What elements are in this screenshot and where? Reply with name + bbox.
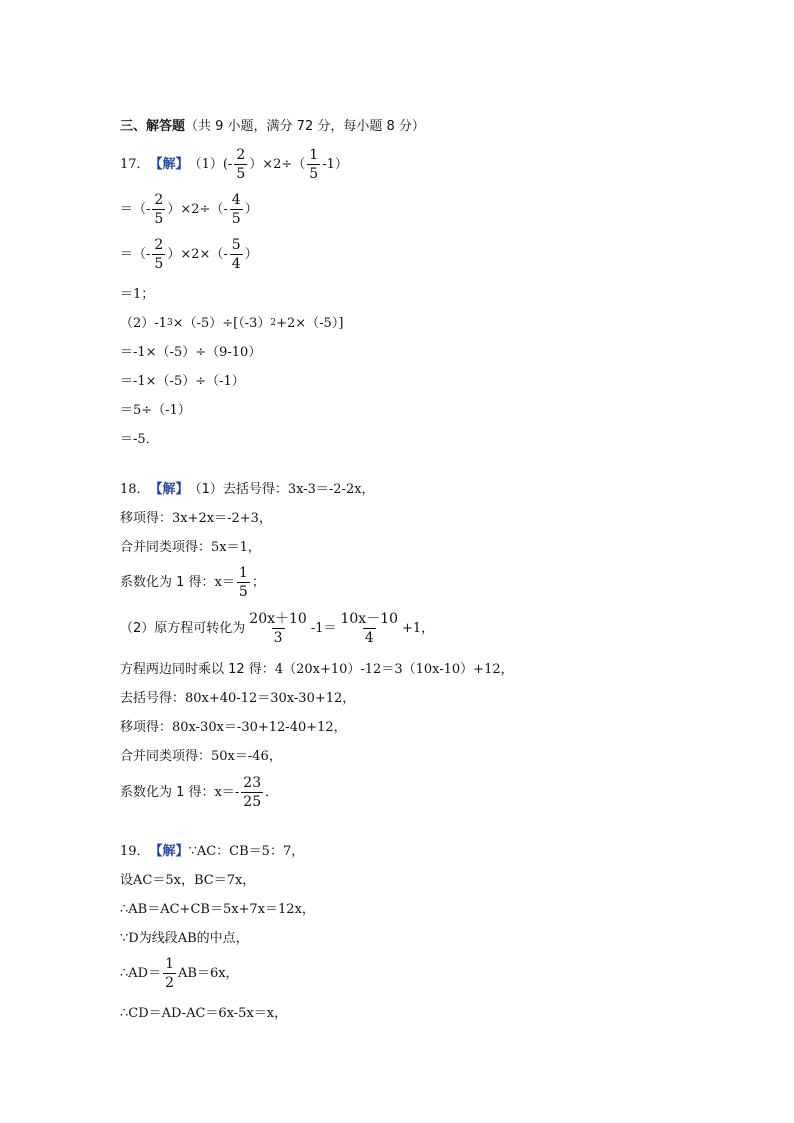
q17-l2-c: ）: [244, 202, 258, 217]
q18-l10-a: 系数化为 1 得：: [120, 785, 215, 800]
q17-l1-fraction-1: $\frac{2}{5}$: [236, 147, 246, 182]
q18-line-4: [120, 566, 265, 599]
q17-l5-a: （2）-1: [120, 316, 167, 331]
q18-l5-fraction-1: $\frac{20x+10}{3}$: [249, 611, 307, 646]
q17-l1-fraction-2: $\frac{1}{5}$: [309, 147, 319, 182]
q17-l5-exponent-2: 2: [270, 318, 277, 328]
q19-l4-d: 的中点，: [196, 931, 249, 946]
q18-line-8: [120, 721, 347, 734]
q17-l3-b: ）×2×（-: [167, 247, 228, 262]
q18-l5-c: +1，: [402, 621, 435, 636]
q19-l2-b: AC＝5x，BC＝7x，: [133, 873, 256, 888]
section-subtitle: （共 9 小题，满分 72 分，每小题 8 分）: [185, 119, 425, 134]
q19-l2-a: 设: [120, 873, 134, 888]
q18-l3-b: 5x＝1，: [211, 540, 261, 555]
q17-l1-a: （1）(-: [188, 157, 233, 172]
section-title: 三、解答题: [120, 119, 186, 134]
q18-l7-a: 去括号得：: [120, 691, 186, 706]
q17-line-4: [120, 288, 154, 301]
q17-l3-c: ）: [244, 247, 258, 262]
q18-line-7: [120, 692, 355, 705]
q18-l10-fraction: $\frac{23}{25}$: [243, 775, 262, 810]
q18-l4-c: ；: [251, 575, 265, 590]
q18-line-10: [120, 776, 278, 809]
q17-l1-c: -1）: [322, 157, 348, 172]
q17-line-5: [120, 317, 343, 330]
q18-l9-a: 合并同类项得：: [120, 749, 212, 764]
q19-solution-tag: 【解】: [149, 844, 189, 859]
q19-l4-c: AB: [177, 931, 197, 946]
q18-l10-b: x＝-: [214, 785, 240, 800]
q19-l5-a: ∴AD＝: [120, 966, 162, 981]
q19-number: 19．: [120, 844, 150, 859]
q18-line-6: [120, 663, 514, 676]
q19-line-6: [120, 1007, 287, 1020]
q17-line-6: [120, 346, 261, 359]
q18-line-2: [120, 512, 272, 525]
q19-line-3: [120, 903, 315, 916]
q18-l4-fraction: $\frac{1}{5}$: [238, 565, 248, 600]
q18-l9-b: 50x＝-46，: [211, 749, 282, 764]
q18-l6-b: 4（20x+10）-12＝3（10x-10）+12，: [274, 662, 514, 677]
q17-l1-b: ）×2÷（: [249, 157, 306, 172]
q19-l1: ∵AC：CB＝5：7，: [188, 844, 305, 859]
q18-l5-a: （2）原方程可转化为: [120, 621, 246, 636]
q18-l5-fraction-2: $\frac{10x-10}{4}$: [340, 611, 399, 646]
q18-l3-a: 合并同类项得：: [120, 540, 212, 555]
q19-l5-fraction: $\frac{1}{2}$: [165, 956, 175, 991]
q17-solution-tag: 【解】: [149, 157, 189, 172]
q18-l4-b: x＝: [214, 575, 235, 590]
q18-line-9: [120, 750, 282, 763]
q18-l2-a: 移项得：: [120, 511, 173, 526]
q17-line-1: [120, 148, 348, 181]
q18-l1-a: （1）去括号得：: [188, 482, 288, 497]
q17-l2-fraction-1: $\frac{2}{5}$: [154, 192, 164, 227]
q18-l8-b: 80x-30x＝-30+12-40+12，: [172, 720, 347, 735]
q18-line-1: [120, 483, 375, 496]
section-heading: [120, 120, 425, 133]
q17-line-2: [120, 193, 258, 226]
q17-line-9: [120, 433, 159, 446]
q17-l5-c: +2×（-5）]: [276, 316, 344, 331]
q18-l2-b: 3x+2x＝-2+3，: [172, 511, 272, 526]
q18-l5-b: -1＝: [310, 621, 337, 636]
q17-l7: ＝-1×（-5）÷（-1）: [120, 374, 245, 389]
q17-l8: ＝5÷（-1）: [120, 403, 191, 418]
q17-l2-fraction-2: $\frac{4}{5}$: [231, 192, 241, 227]
q19-line-2: [120, 874, 255, 887]
q17-line-8: [120, 404, 191, 417]
q19-line-1: [120, 845, 304, 858]
q17-l3-fraction-1: $\frac{2}{5}$: [154, 237, 164, 272]
q17-l5-exponent-1: 3: [166, 318, 173, 328]
q18-line-5: [120, 612, 434, 645]
q19-l5-b: AB＝6x，: [178, 966, 239, 981]
q18-l7-b: 80x+40-12＝30x-30+12，: [185, 691, 356, 706]
q19-l4-a: ∵D: [120, 931, 139, 946]
q18-number: 18．: [120, 482, 150, 497]
q17-l2-a: ＝（-: [120, 202, 151, 217]
q19-l3: ∴AB＝AC+CB＝5x+7x＝12x，: [120, 902, 315, 917]
q18-l10-c: ．: [265, 785, 279, 800]
q17-l6: ＝-1×（-5）÷（9-10）: [120, 345, 262, 360]
q18-l4-a: 系数化为 1 得：: [120, 575, 215, 590]
q19-line-5: [120, 957, 239, 990]
q17-l9: ＝-5．: [120, 432, 159, 447]
q17-line-7: [120, 375, 245, 388]
q17-l3-a: ＝（-: [120, 247, 151, 262]
q18-l8-a: 移项得：: [120, 720, 173, 735]
q17-number: 17．: [120, 157, 150, 172]
q17-l4: ＝1；: [120, 287, 155, 302]
q19-l4-b: 为线段: [138, 931, 178, 946]
q18-l1-b: 3x-3＝-2-2x，: [287, 482, 375, 497]
q18-solution-tag: 【解】: [149, 482, 189, 497]
q18-l6-a: 方程两边同时乘以 12 得：: [120, 662, 275, 677]
q19-line-4: [120, 932, 249, 945]
q17-l3-fraction-2: $\frac{5}{4}$: [231, 237, 241, 272]
q17-l5-b: ×（-5）÷[（-3）: [172, 316, 271, 331]
q17-line-3: [120, 238, 258, 271]
q19-l6: ∴CD＝AD-AC＝6x-5x＝x，: [120, 1006, 288, 1021]
q17-l2-b: ）×2÷（-: [167, 202, 228, 217]
q18-line-3: [120, 541, 261, 554]
